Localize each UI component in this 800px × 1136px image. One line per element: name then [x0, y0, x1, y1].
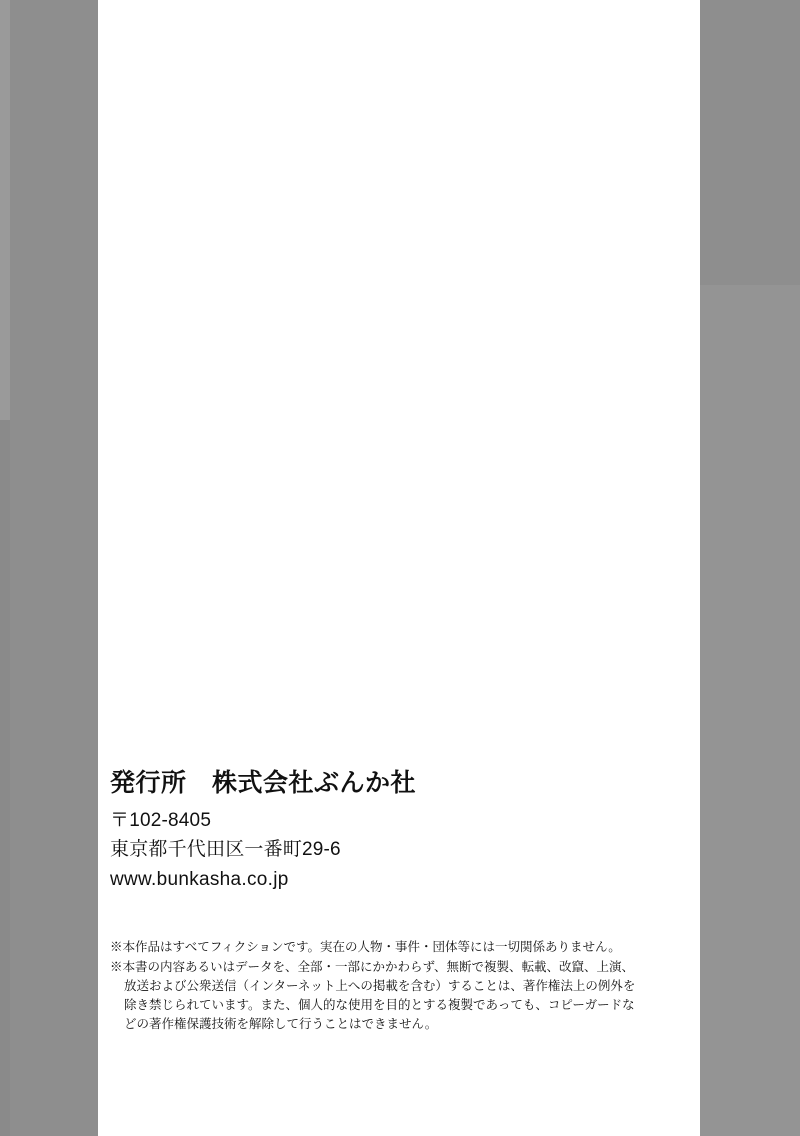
- copyright-notice-line-1: ※本書の内容あるいはデータを、全部・一部にかかわらず、無断で複製、転載、改竄、上演、: [110, 960, 635, 974]
- background-panel-left-bottom: [0, 420, 10, 1136]
- fiction-notice-line-1: ※本作品はすべてフィクションです。実在の人物・事件・団体等には一切関係ありません。: [110, 940, 621, 954]
- street-address: 東京都千代田区一番町29-6: [110, 839, 341, 861]
- publisher-name: 発行所 株式会社ぶんか社: [110, 769, 417, 797]
- fiction-notice: [110, 938, 690, 957]
- background-panel-left-inner: [10, 0, 98, 1136]
- copyright-notice-line-4: どの著作権保護技術を解除して行うことはできません。: [124, 1017, 438, 1031]
- copyright-notice: [110, 958, 690, 1034]
- copyright-notice-line-3: 除き禁じられています。また、個人的な使用を目的とする複製であっても、コピーガードな: [124, 998, 635, 1012]
- notice-block: [110, 938, 690, 1035]
- page-content-area: [98, 0, 700, 1136]
- background-panel-right-bottom: [700, 285, 800, 1136]
- colophon-block: [110, 768, 690, 894]
- background-panel-left-top: [0, 0, 10, 420]
- postal-code: 〒102-8405: [110, 810, 212, 831]
- publisher-website: www.bunkasha.co.jp: [110, 868, 289, 890]
- book-page: [98, 0, 700, 1136]
- background-panel-right-top: [700, 0, 800, 285]
- copyright-notice-line-2: 放送および公衆送信（インターネット上への掲載を含む）することは、著作権法上の例外を: [124, 979, 636, 993]
